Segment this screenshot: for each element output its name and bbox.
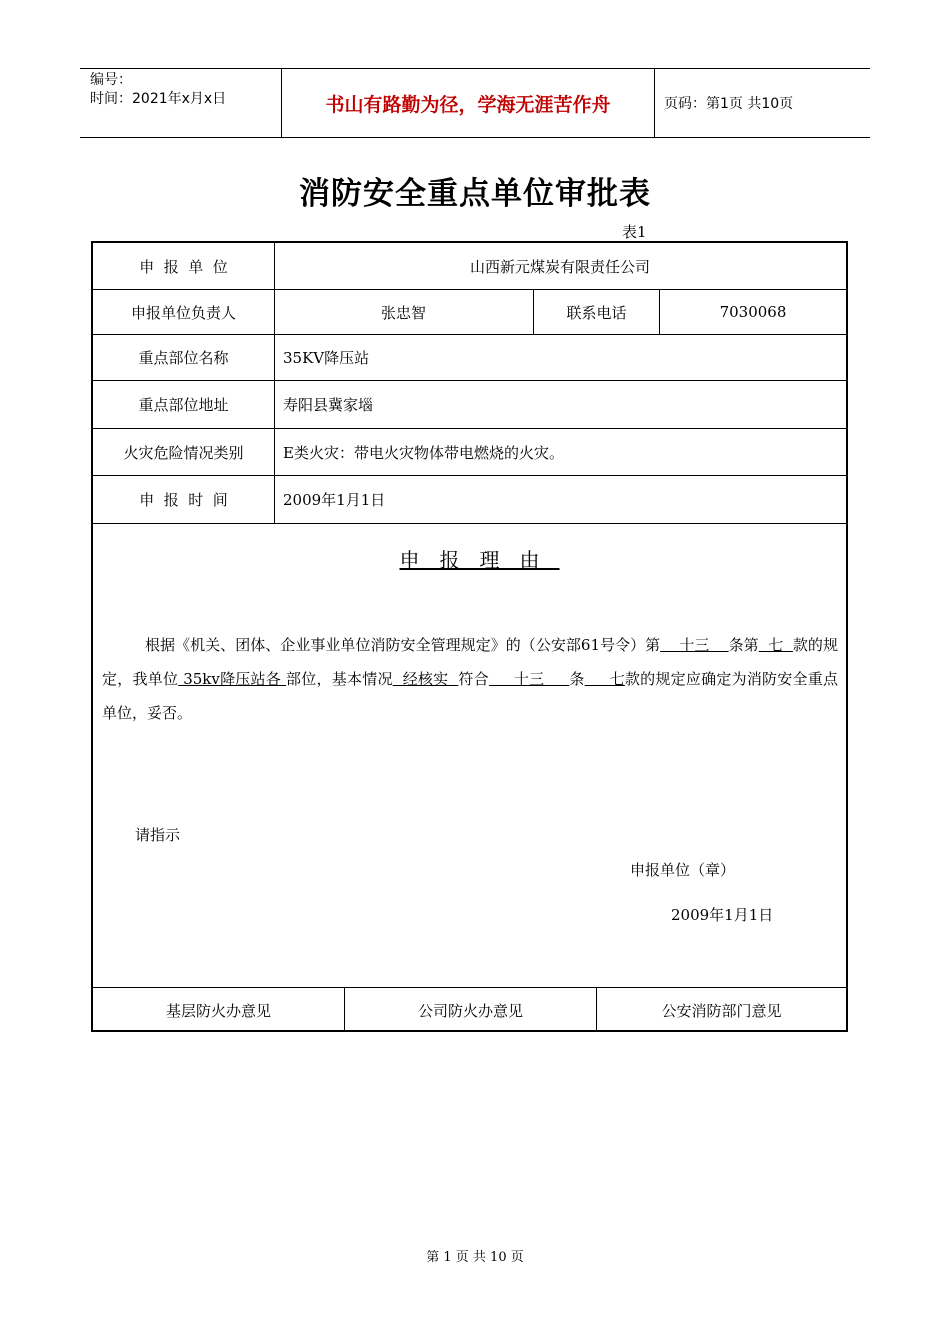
clause-fill: 七	[758, 636, 793, 654]
reason-paragraph: 根据《机关、团体、企业事业单位消防安全管理规定》的（公安部61号令）第 十三 条第 七 款的规定，我单位 35kv降压站各 部位，基本情况 经核实 符合 十三 条 七款的规定应确定为消防安全重点单位，妥否。	[102, 636, 838, 722]
company-fire-office-opinion: 公司防火办意见	[345, 988, 597, 1032]
reason-section	[93, 524, 846, 988]
request-instruction: 请指示	[135, 826, 181, 844]
phone-value: 7030068	[719, 303, 787, 321]
report-time-label: 申 报 时 间	[93, 476, 275, 523]
part-addr-value: 寿阳县冀家堖	[283, 396, 374, 414]
row-report-time	[93, 476, 846, 524]
head-value: 张忠智	[274, 290, 534, 334]
part-name-label: 重点部位名称	[93, 335, 275, 380]
row-head	[93, 290, 846, 335]
number-label: 编号：	[90, 72, 132, 88]
article-fill-2: 十三	[488, 670, 570, 688]
row-part-name	[93, 335, 846, 381]
basic-fire-office-opinion: 基层防火办意见	[93, 988, 345, 1032]
head-label: 申报单位负责人	[93, 290, 275, 334]
unit-value: 山西新元煤炭有限责任公司	[469, 257, 650, 276]
header-page-label: 页码：第1页 共10页	[664, 96, 794, 112]
article-fill: 十三	[660, 636, 729, 654]
report-time-value: 2009年1月1日	[283, 491, 386, 509]
unit-part-fill: 35kv降压站各	[178, 670, 287, 688]
row-part-addr	[93, 381, 846, 429]
clause-fill-2: 七	[584, 670, 625, 688]
page-header	[80, 68, 870, 138]
row-fire-category	[93, 429, 846, 476]
applicant-seal: 申报单位（章）	[630, 861, 736, 879]
part-addr-label: 重点部位地址	[93, 381, 275, 428]
time-label: 时间：2021年x月x日	[90, 91, 227, 107]
approval-form	[91, 241, 848, 1032]
police-fire-dept-opinion: 公安消防部门意见	[661, 1001, 782, 1020]
situation-fill: 经核实	[392, 670, 459, 688]
fire-category-value: E类火灾：带电火灾物体带电燃烧的火灾。	[283, 443, 564, 462]
header-meta	[90, 71, 285, 109]
part-name-value: 35KV降压站	[283, 349, 370, 367]
opinions-row	[93, 988, 846, 1032]
header-motto: 书山有路勤为径，学海无涯苦作舟	[281, 69, 655, 137]
page-footer: 第 1 页 共 10 页	[426, 1250, 524, 1265]
phone-label: 联系电话	[534, 290, 660, 334]
row-unit	[93, 243, 846, 290]
table-number: 表1	[622, 223, 647, 241]
unit-label: 申 报 单 位	[93, 243, 275, 289]
reason-title: 申报理由	[399, 548, 560, 572]
fire-category-label: 火灾危险情况类别	[93, 429, 275, 475]
reason-date: 2009年1月1日	[671, 906, 774, 924]
document-title: 消防安全重点单位审批表	[299, 176, 651, 212]
